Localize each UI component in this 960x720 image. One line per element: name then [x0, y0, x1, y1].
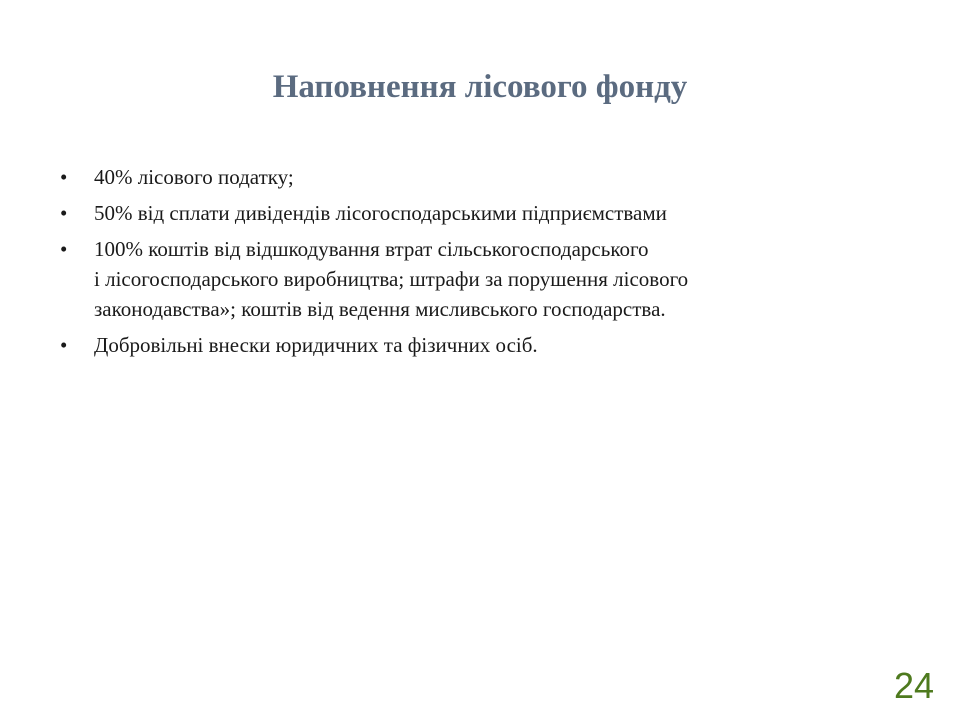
bullet-item	[60, 234, 920, 324]
slide-title: Наповнення лісового фонду	[272, 69, 688, 105]
bullet-dot-icon: •	[60, 237, 68, 261]
bullet-dot-icon: •	[60, 333, 68, 357]
bullet-text: 50% від сплати дивідендів лісогосподарськими підприємствами	[94, 201, 667, 225]
bullet-item	[60, 162, 920, 192]
bullet-dot-icon: •	[60, 165, 68, 189]
bullet-text: 100% коштів від відшкодування втрат сільськогосподарського і лісогосподарського виробництва; штрафи за порушення лісового законодавства»; коштів від ведення мисливського господарства.	[94, 237, 689, 321]
bullet-item	[60, 198, 920, 228]
bullet-text: 40% лісового податку;	[94, 165, 294, 189]
bullet-text: Добровільні внески юридичних та фізичних осіб.	[94, 333, 538, 357]
bullet-dot-icon: •	[60, 201, 68, 225]
bullet-list	[60, 162, 920, 366]
page-number: 24	[893, 665, 934, 706]
bullet-item	[60, 330, 920, 360]
